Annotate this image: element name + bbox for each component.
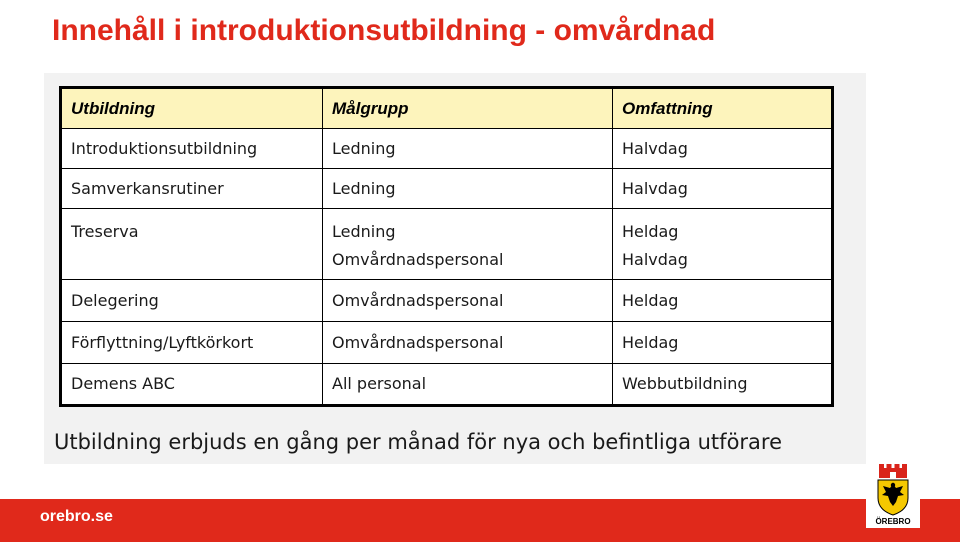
cell-scope: Halvdag [613,129,833,169]
cell-course: Demens ABC [61,364,323,406]
cell-course [61,209,323,280]
footnote: Utbildning erbjuds en gång per månad för nya och befintliga utförare [54,430,783,454]
cell-audience-line-2: Omvårdnadspersonal [332,250,504,269]
table-row [61,322,833,364]
header-malgrupp: Målgrupp [323,88,613,129]
cell-course-text: Treserva [71,222,139,241]
cell-scope: Webbutbildning [613,364,833,406]
cell-scope-line-1: Heldag [622,222,679,241]
cell-course: Delegering [61,280,323,322]
footer-link-orebro[interactable]: orebro.se [40,508,113,525]
cell-audience: Ledning [323,129,613,169]
cell-audience [323,209,613,280]
cell-audience: All personal [323,364,613,406]
cell-scope: Heldag [613,322,833,364]
table-row [61,209,833,280]
orebro-coat-of-arms-icon [866,462,920,518]
table-header-row [61,88,833,129]
cell-course: Introduktionsutbildning [61,129,323,169]
table-row [61,364,833,406]
cell-audience: Ledning [323,169,613,209]
cell-audience: Omvårdnadspersonal [323,322,613,364]
footer-bar [0,499,960,542]
slide-title: Innehåll i introduktionsutbildning - omvårdnad [52,14,716,47]
cell-scope-line-2: Halvdag [622,250,688,269]
table-row [61,169,833,209]
cell-scope: Halvdag [613,169,833,209]
cell-course: Förflyttning/Lyftkörkort [61,322,323,364]
header-omfattning: Omfattning [613,88,833,129]
table-row [61,280,833,322]
table-row [61,129,833,169]
cell-audience: Omvårdnadspersonal [323,280,613,322]
orebro-logo [866,462,920,528]
course-table [59,86,834,407]
header-utbildning: Utbildning [61,88,323,129]
cell-scope [613,209,833,280]
cell-audience-line-1: Ledning [332,222,396,241]
logo-caption: ÖREBRO [875,517,911,526]
cell-scope: Heldag [613,280,833,322]
cell-course: Samverkansrutiner [61,169,323,209]
